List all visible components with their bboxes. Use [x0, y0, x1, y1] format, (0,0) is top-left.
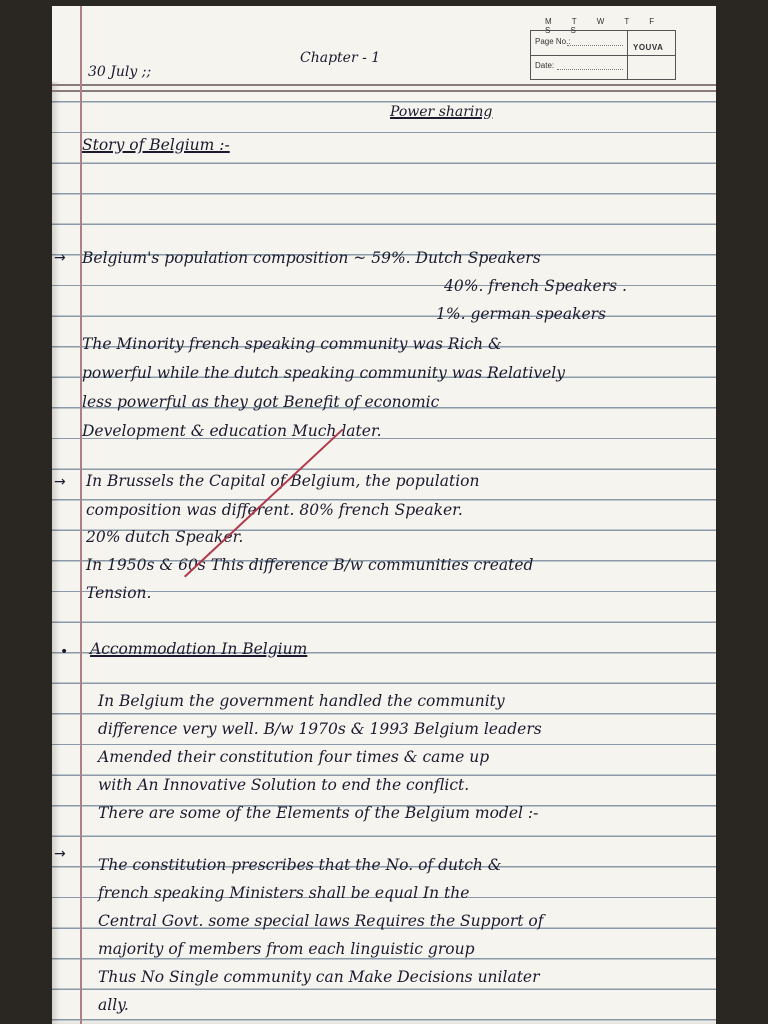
- paragraph-line: less powerful as they got Benefit of economic: [82, 393, 440, 411]
- page-no-label: Page No.:: [535, 37, 571, 46]
- paragraph-line: Central Govt. some special laws Requires the Support of: [98, 912, 544, 930]
- population-line: 40%. french Speakers .: [444, 277, 627, 295]
- notebook-page: [52, 6, 716, 1024]
- paragraph-line: In 1950s & 60s This difference B/w communities created: [86, 556, 534, 574]
- page-title: Power sharing: [390, 104, 493, 120]
- paragraph-line: powerful while the dutch speaking community was Relatively: [82, 364, 565, 382]
- paragraph-line: The Minority french speaking community was Rich &: [82, 335, 502, 353]
- header-rule: [52, 84, 716, 86]
- section-heading: Story of Belgium :-: [82, 136, 230, 154]
- page-info-box: [530, 17, 676, 80]
- arrow-bullet: →: [54, 474, 66, 490]
- paragraph-line: Tension.: [86, 584, 152, 602]
- paragraph-line: Amended their constitution four times & came up: [98, 748, 490, 766]
- paragraph-line: Development & education Much later.: [82, 422, 382, 440]
- box-divider: [627, 31, 628, 79]
- population-line: Belgium's population composition ~ 59%. Dutch Speakers: [82, 249, 541, 267]
- population-line: 1%. german speakers: [436, 305, 607, 323]
- paragraph-line: majority of members from each linguistic group: [98, 940, 475, 958]
- paragraph-line: french speaking Ministers shall be equal In the: [98, 884, 470, 902]
- section-heading: Accommodation In Belgium: [90, 640, 308, 658]
- date-label: Date:: [535, 61, 555, 70]
- paragraph-line: ally.: [98, 996, 129, 1014]
- paragraph-line: The constitution prescribes that the No. of dutch &: [98, 856, 502, 874]
- arrow-bullet: →: [54, 846, 66, 862]
- brand-logo: YOUVA: [633, 43, 664, 52]
- paragraph-line: with An Innovative Solution to end the conflict.: [98, 776, 470, 794]
- weekday-letters: M T W T F S S: [545, 17, 664, 35]
- paragraph-line: difference very well. B/w 1970s & 1993 Belgium leaders: [98, 720, 542, 738]
- chapter-heading: Chapter - 1: [300, 50, 381, 66]
- paragraph-line: In Brussels the Capital of Belgium, the population: [86, 472, 480, 490]
- paragraph-line: There are some of the Elements of the Belgium model :-: [98, 804, 539, 822]
- header-rule: [52, 90, 716, 92]
- box-divider: [531, 55, 675, 56]
- dot-bullet: •: [60, 644, 69, 660]
- page-no-line: [567, 45, 623, 46]
- paragraph-line: 20% dutch Speaker.: [86, 528, 244, 546]
- paragraph-line: composition was different. 80% french Speaker.: [86, 501, 463, 519]
- paragraph-line: In Belgium the government handled the community: [98, 692, 505, 710]
- paragraph-line: Thus No Single community can Make Decisions unilater: [98, 968, 540, 986]
- date-text: 30 July ;;: [88, 64, 152, 80]
- arrow-bullet: →: [54, 250, 66, 266]
- margin-line: [80, 6, 82, 1024]
- date-line: [557, 69, 623, 70]
